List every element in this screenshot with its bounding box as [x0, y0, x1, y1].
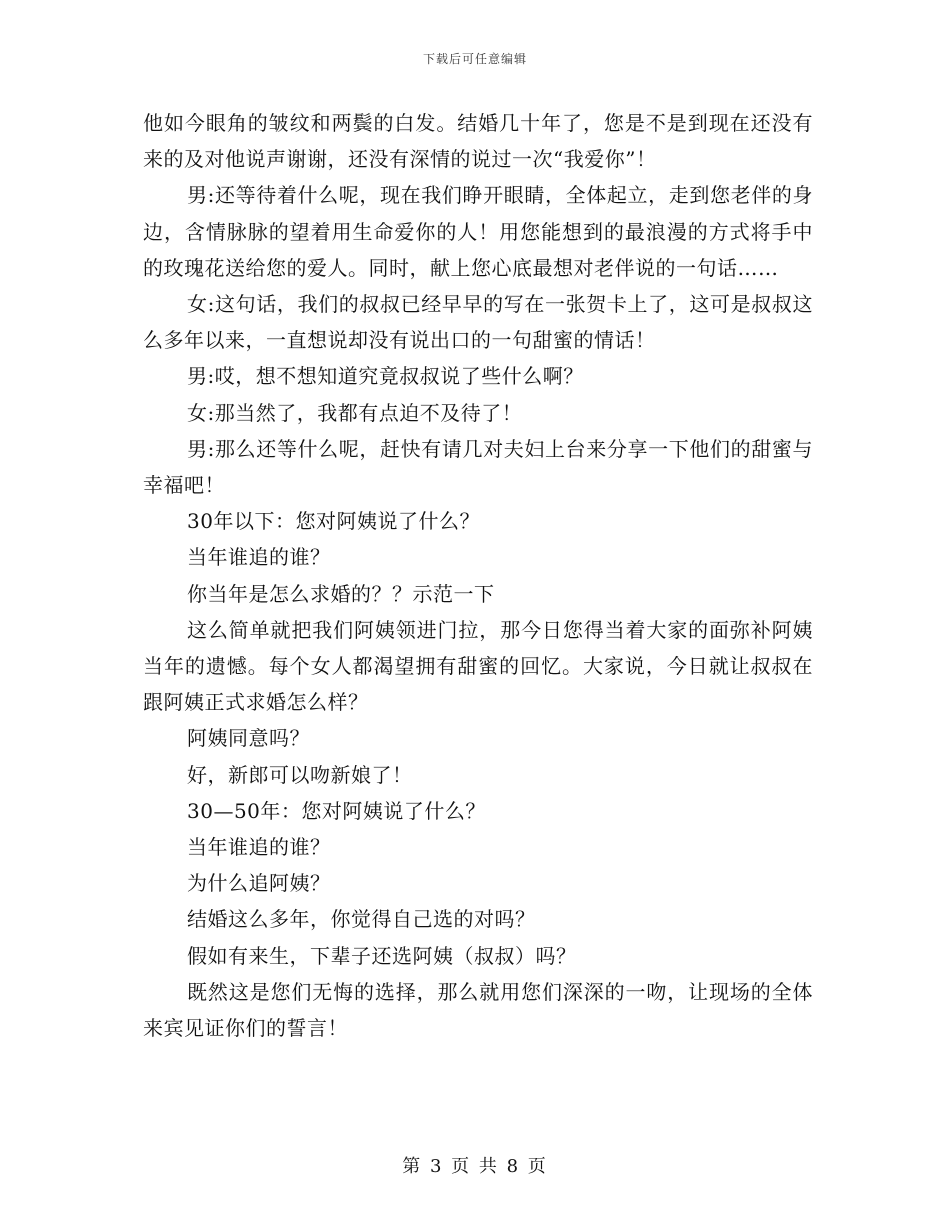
- paragraph: 女:这句话，我们的叔叔已经早早的写在一张贺卡上了，这可是叔叔这么多年以来，一直想说却没有说出口的一句甜蜜的情话！: [143, 292, 813, 353]
- paragraph: 男:哎，想不想知道究竟叔叔说了些什么啊？: [187, 364, 584, 389]
- paragraph: 男:那么还等什么呢，赶快有请几对夫妇上台来分享一下他们的甜蜜与幸福吧！: [143, 436, 813, 498]
- paragraph: 30年以下：您对阿姨说了什么？: [187, 509, 480, 534]
- document-body: [143, 105, 813, 1046]
- paragraph: 女:那当然了，我都有点迫不及待了！: [187, 400, 523, 425]
- paragraph: 你当年是怎么求婚的？？示范一下: [187, 581, 495, 606]
- paragraph: 当年谁追的谁？: [187, 545, 331, 570]
- paragraph: 假如有来生，下辈子还选阿姨（叔叔）吗？: [187, 943, 577, 968]
- paragraph: 30—50年：您对阿姨说了什么？: [187, 798, 486, 823]
- paragraph: 结婚这么多年，你觉得自己选的对吗？: [187, 907, 536, 932]
- paragraph: 这么简单就把我们阿姨领进门拉，那今日您得当着大家的面弥补阿姨当年的遗憾。每个女人都渴望拥有甜蜜的回忆。大家说，今日就让叔叔在跟阿姨正式求婚怎么样？: [143, 617, 813, 715]
- paragraph: 男:还等待着什么呢，现在我们睁开眼睛，全体起立，走到您老伴的身边，含情脉脉的望着用生命爱你的人！用您能想到的最浪漫的方式将手中的玫瑰花送给您的爱人。同时，献上您心底最想对老伴说的一句话……: [143, 183, 813, 280]
- page-header: 下载后可任意编辑: [422, 52, 527, 66]
- paragraph: 阿姨同意吗？: [187, 726, 310, 751]
- paragraph: 他如今眼角的皱纹和两鬓的白发。结婚几十年了，您是不是到现在还没有来的及对他说声谢谢，还没有深情的说过一次“我爱你”！: [143, 111, 813, 172]
- page-number-footer: 第 3 页 共 8 页: [402, 1156, 548, 1177]
- paragraph: 既然这是您们无悔的选择，那么就用您们深深的一吻，让现场的全体来宾见证你们的誓言！: [143, 979, 813, 1041]
- paragraph: 当年谁追的谁？: [187, 835, 331, 860]
- paragraph: 为什么追阿姨？: [187, 871, 331, 896]
- paragraph: 好，新郎可以吻新娘了！: [187, 762, 413, 787]
